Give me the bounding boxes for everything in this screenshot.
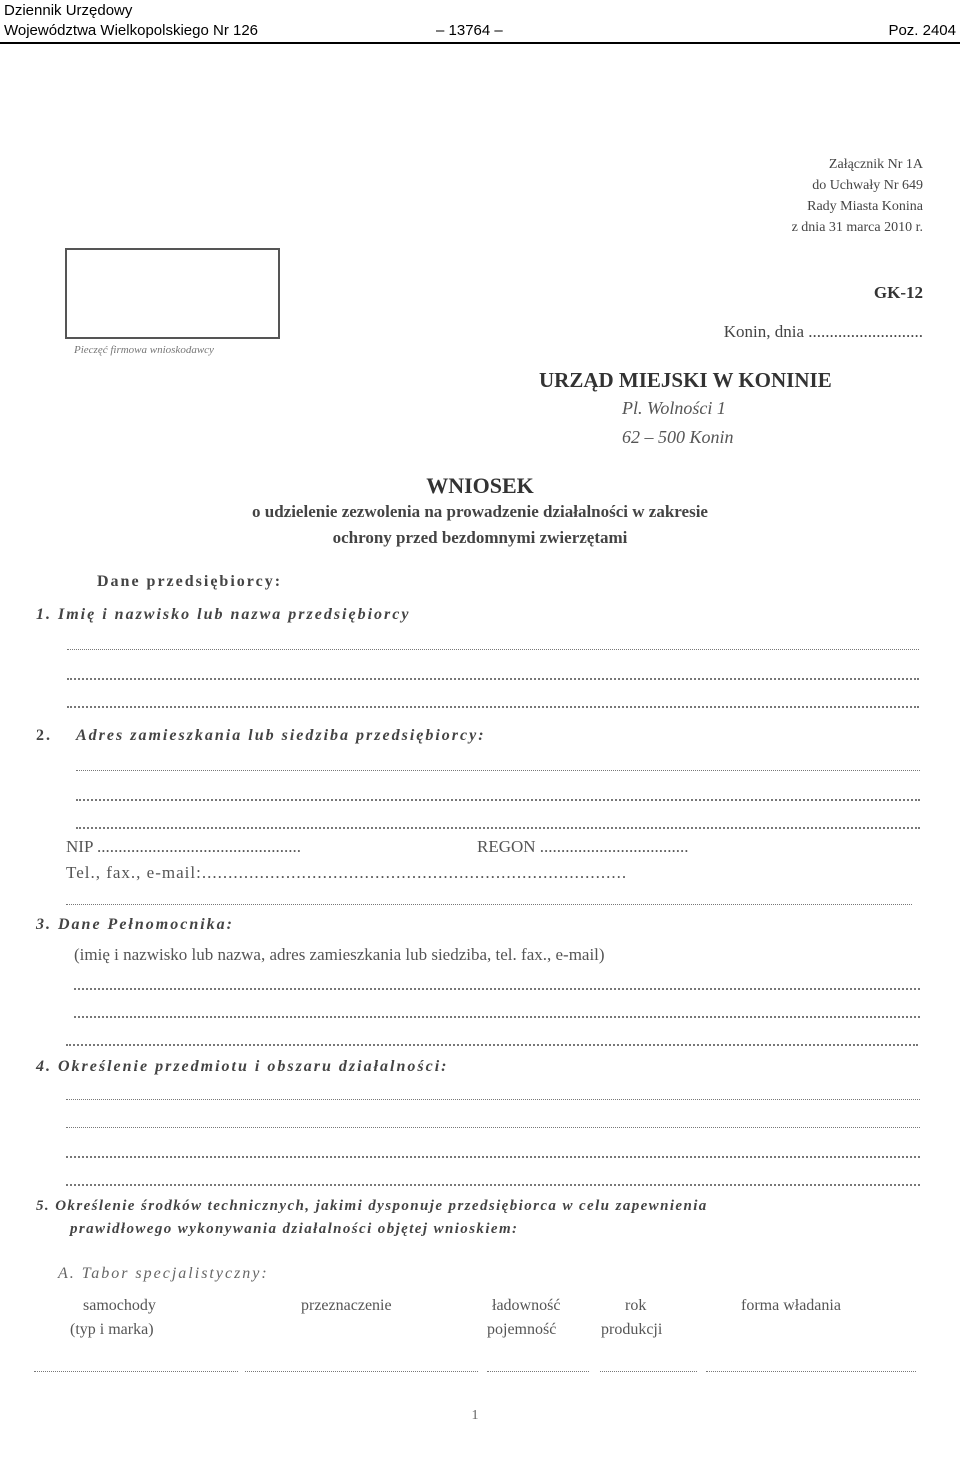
col-load-capacity: ładowność bbox=[492, 1297, 561, 1314]
col-ownership-form: forma władania bbox=[741, 1297, 841, 1314]
address-line-3[interactable] bbox=[76, 827, 920, 829]
activity-line-4[interactable] bbox=[66, 1184, 920, 1186]
section-5-label-line-1: 5. Określenie środków technicznych, jakimi dysponuje przedsiębiorca w celu zapewnienia bbox=[36, 1198, 708, 1214]
form-code: GK-12 bbox=[873, 283, 923, 302]
applicant-name-line-2[interactable] bbox=[67, 678, 919, 680]
regon-field[interactable]: REGON ................................... bbox=[477, 837, 689, 856]
journal-title: Dziennik Urzędowy bbox=[4, 2, 133, 19]
company-stamp-box[interactable] bbox=[65, 248, 280, 339]
page-number: 1 bbox=[471, 1408, 479, 1423]
nip-field[interactable]: NIP ................................................ bbox=[66, 837, 302, 856]
section-5-label-line-2: prawidłowego wykonywania działalności objętej wnioskiem: bbox=[70, 1221, 519, 1237]
activity-line-3[interactable] bbox=[66, 1156, 920, 1158]
place-date-field[interactable]: Konin, dnia ........................... bbox=[723, 322, 923, 341]
address-line-2[interactable] bbox=[76, 799, 920, 801]
section-2-number: 2. bbox=[36, 727, 52, 744]
attachment-line-4: z dnia 31 marca 2010 r. bbox=[791, 220, 923, 235]
proxy-line-1[interactable] bbox=[74, 988, 920, 990]
capacity-field[interactable] bbox=[487, 1371, 589, 1372]
section-1-label: 1. Imię i nazwisko lub nazwa przedsiębiorcy bbox=[36, 606, 411, 623]
journal-page-number: – 13764 – bbox=[436, 22, 503, 39]
journal-voivodeship: Województwa Wielkopolskiego Nr 126 bbox=[4, 22, 259, 39]
section-3-label: 3. Dane Pełnomocnika: bbox=[36, 916, 234, 933]
col-production: produkcji bbox=[601, 1321, 663, 1338]
applicant-name-line-3[interactable] bbox=[67, 706, 919, 708]
form-title-line-2: ochrony przed bezdomnymi zwierzętami bbox=[332, 528, 628, 547]
journal-position: Poz. 2404 bbox=[888, 22, 956, 39]
attachment-line-1: Załącznik Nr 1A bbox=[828, 157, 923, 172]
section-3-note: (imię i nazwisko lub nazwa, adres zamieszkania lub siedziba, tel. fax., e-mail) bbox=[74, 945, 605, 964]
activity-line-2[interactable] bbox=[66, 1127, 920, 1128]
section-4-label: 4. Określenie przedmiotu i obszaru działalności: bbox=[36, 1058, 449, 1075]
activity-line-1[interactable] bbox=[66, 1099, 920, 1100]
attachment-line-2: do Uchwały Nr 649 bbox=[812, 178, 923, 193]
form-title-line-1: o udzielenie zezwolenia na prowadzenie działalności w zakresie bbox=[252, 502, 708, 521]
header-rule bbox=[0, 42, 960, 44]
col-purpose: przeznaczenie bbox=[301, 1297, 392, 1314]
purpose-field[interactable] bbox=[245, 1371, 478, 1372]
proxy-line-3[interactable] bbox=[66, 1044, 918, 1046]
col-vehicles: samochody bbox=[83, 1297, 156, 1314]
form-heading: WNIOSEK bbox=[426, 473, 534, 498]
col-volume: pojemność bbox=[487, 1321, 557, 1338]
office-name: URZĄD MIEJSKI W KONINIE bbox=[539, 368, 832, 392]
section-applicant-heading: Dane przedsiębiorcy: bbox=[97, 573, 283, 590]
vehicle-field[interactable] bbox=[34, 1371, 238, 1372]
office-city: 62 – 500 Konin bbox=[622, 427, 734, 447]
office-street: Pl. Wolności 1 bbox=[622, 398, 726, 418]
col-year: rok bbox=[625, 1297, 647, 1314]
contact-line-2[interactable] bbox=[66, 904, 912, 905]
col-vehicles-sub: (typ i marka) bbox=[70, 1321, 154, 1338]
section-5a-label: A. Tabor specjalistyczny: bbox=[58, 1265, 269, 1282]
address-line-1[interactable] bbox=[76, 770, 920, 771]
applicant-name-line-1[interactable] bbox=[67, 649, 919, 650]
year-field[interactable] bbox=[600, 1371, 697, 1372]
stamp-caption: Pieczęć firmowa wnioskodawcy bbox=[74, 344, 214, 356]
attachment-line-3: Rady Miasta Konina bbox=[807, 199, 923, 214]
ownership-field[interactable] bbox=[706, 1371, 916, 1372]
section-2-label: Adres zamieszkania lub siedziba przedsiębiorcy: bbox=[76, 727, 486, 744]
contact-field[interactable]: Tel., fax., e-mail:................................................................................. bbox=[66, 863, 628, 882]
proxy-line-2[interactable] bbox=[74, 1016, 920, 1018]
